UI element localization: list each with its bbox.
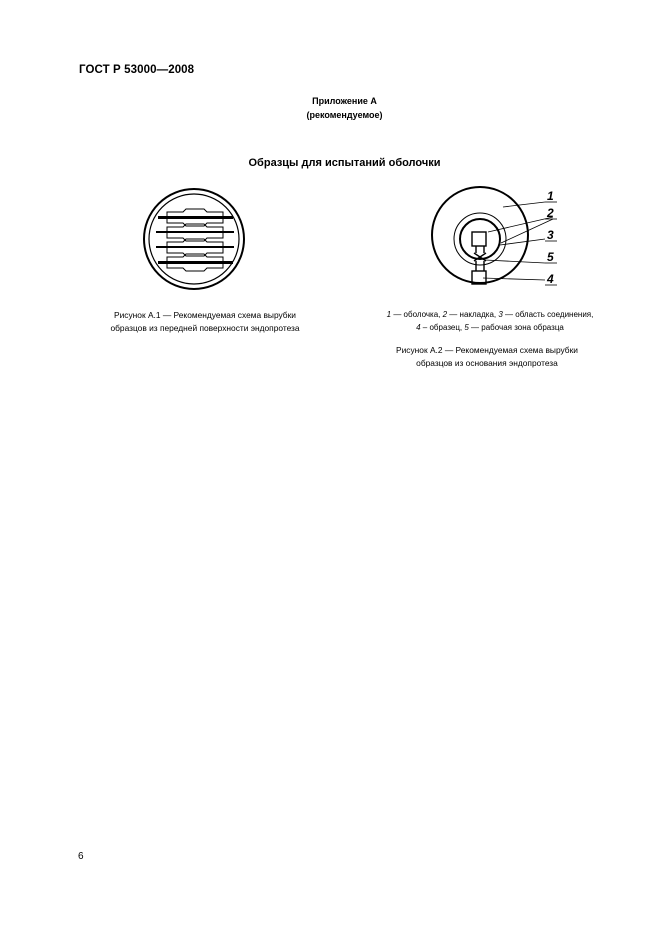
figure-a2-caption [362, 344, 612, 370]
legend-num: 4 [416, 323, 421, 332]
legend-num: 1 [386, 310, 392, 319]
figure-a2-diagram [425, 183, 575, 293]
figure-labels [546, 189, 554, 286]
legend-num: 3 [498, 310, 503, 319]
section-title: Образцы для испытаний оболочки [248, 157, 441, 169]
label-4: 4 [547, 272, 554, 286]
figure-a2-legend [365, 308, 615, 334]
specimen-2 [156, 224, 234, 241]
caption-line: Рисунок А.2 — Рекомендуемая схема вырубки [396, 345, 578, 355]
figure-a1-caption [80, 309, 330, 335]
specimen-4 [158, 254, 233, 271]
legend-line-2 [365, 321, 615, 334]
caption-line: Рисунок А.1 — Рекомендуемая схема вырубки [114, 310, 296, 320]
figure-a1-diagram [140, 186, 250, 292]
legend-text: — рабочая зона образца [468, 323, 564, 332]
dumbbell-specimens [156, 209, 234, 271]
legend-line-1 [365, 308, 615, 321]
legend-num: 5 [464, 323, 469, 332]
label-1: 1 [547, 189, 554, 203]
label-3: 3 [547, 228, 554, 242]
specimen-3 [156, 239, 234, 256]
legend-text: — накладка, [447, 310, 499, 319]
label-2: 2 [547, 206, 554, 220]
caption-line: образцов из передней поверхности эндопротеза [110, 323, 300, 333]
legend-num: 2 [442, 310, 448, 319]
legend-text: — оболочка, [391, 310, 443, 319]
caption-line: образцов из основания эндопротеза [416, 358, 558, 368]
legend-text: – образец, [420, 323, 465, 332]
appendix-status: (рекомендуемое) [306, 110, 383, 120]
appendix-title: Приложение А [312, 96, 377, 106]
page-number: 6 [78, 851, 84, 862]
joint-circle [460, 219, 500, 259]
legend-text: — область соединения, [502, 310, 594, 319]
document-header: ГОСТ Р 53000—2008 [79, 64, 195, 76]
leader-lines [483, 202, 553, 280]
label-5: 5 [547, 250, 554, 264]
shell-circle [432, 187, 528, 283]
specimen-1 [158, 209, 233, 226]
